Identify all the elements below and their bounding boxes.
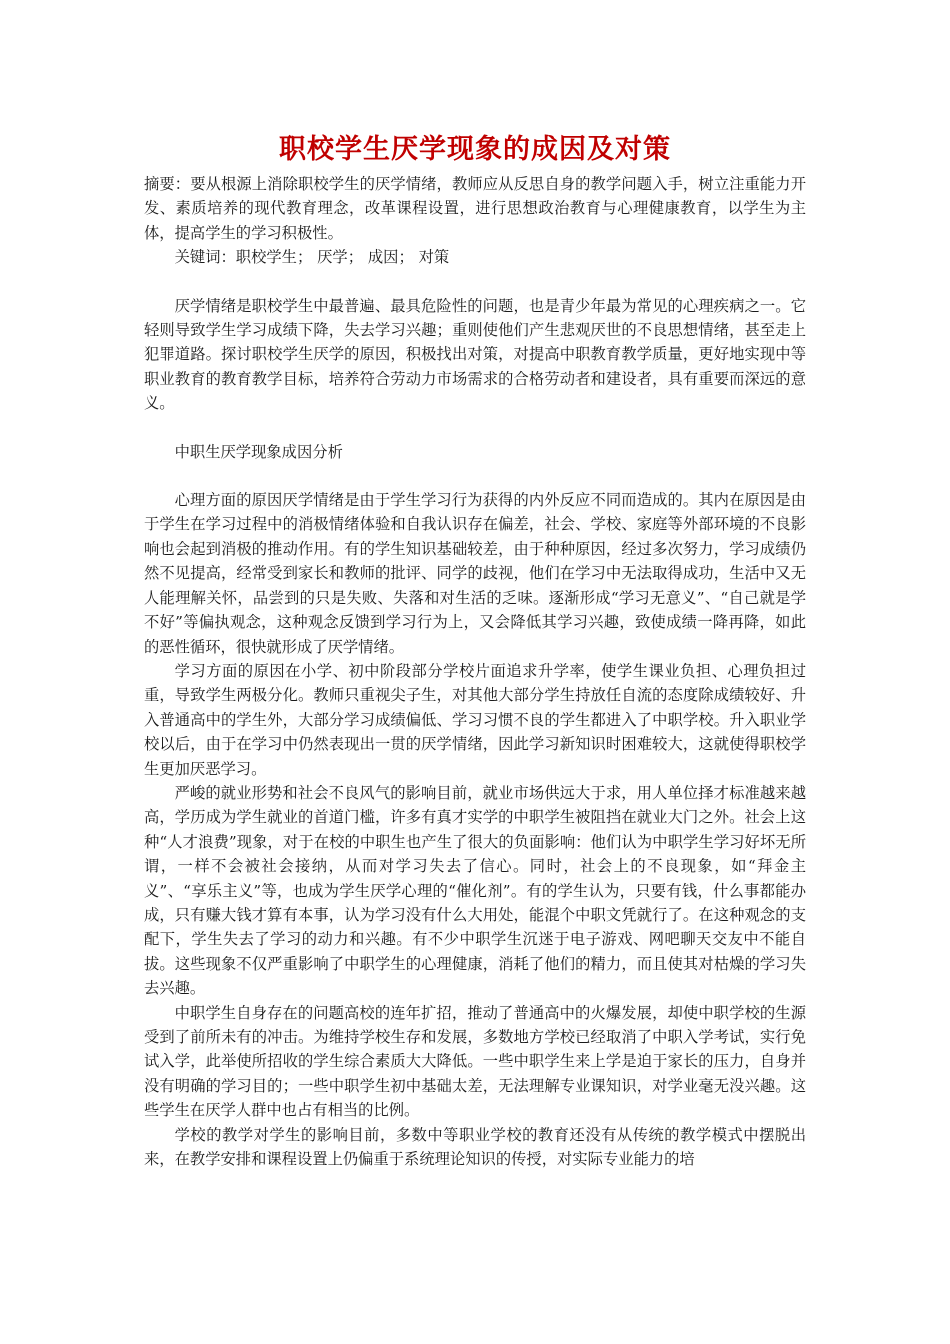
spacer [144,416,806,440]
document-title: 职校学生厌学现象的成因及对策 [279,134,671,165]
body-paragraph: 学校的教学对学生的影响目前，多数中等职业学校的教育还没有从传统的教学模式中摆脱出来，在教学安排和课程设置上仍偏重于系统理论知识的传授，对实际专业能力的培 [144,1125,806,1169]
abstract-paragraph: 摘要：要从根源上消除职校学生的厌学情绪，教师应从反思自身的教学问题入手，树立注重能力开发、素质培养的现代教育理念，改革课程设置，进行思想政治教育与心理健康教育，以学生为主体，提高学生的学习积极性。 [144,175,806,242]
body-paragraph: 严峻的就业形势和社会不良风气的影响目前，就业市场供远大于求，用人单位择才标准越来越高，学历成为学生就业的首道门槛，许多有真才实学的中职学生被阻挡在就业大门之外。社会上这种“人才浪费”现象，对于在校的中职生也产生了很大的负面影响：他们认为中职学生学习好坏无所谓，一样不会被社会接纳，从而对学习失去了信心。同时，社会上的不良现象，如“拜金主义”、“享乐主义”等，也成为学生厌学心理的“催化剂”。有的学生认为，只要有钱，什么事都能办成，只有赚大钱才算有本事，认为学习没有什么大用处，能混个中职文凭就行了。在这种观念的支配下，学生失去了学习的动力和兴趣。有不少中职学生沉迷于电子游戏、网吧聊天交友中不能自拔。这些现象不仅严重影响了中职学生的心理健康，消耗了他们的精力，而且使其对枯燥的学习失去兴趣。 [144,783,806,998]
keywords-line: 关键词：职校学生； 厌学； 成因； 对策 [174,248,450,267]
body-paragraph: 心理方面的原因厌学情绪是由于学生学习行为获得的内外反应不同而造成的。其内在原因是由于学生在学习过程中的消极情绪体验和自我认识存在偏差，社会、学校、家庭等外部环境的不良影响也会起到消极的推动作用。有的学生知识基础较差，由于种种原因，经过多次努力，学习成绩仍然不见提高，经常受到家长和教师的批评、同学的歧视，他们在学习中无法取得成功，生活中又无人能理解关怀，品尝到的只是失败、失落和对生活的乏味。逐渐形成“学习无意义”、“自己就是学不好”等偏执观念，这种观念反馈到学习行为上，又会降低其学习兴趣，致使成绩一降再降，如此的恶性循环，很快就形成了厌学情绪。 [144,491,806,656]
spacer [144,270,806,294]
intro-paragraph: 厌学情绪是职校学生中最普遍、最具危险性的问题，也是青少年最为常见的心理疾病之一。它轻则导致学生学习成绩下降，失去学习兴趣；重则使他们产生悲观厌世的不良思想情绪，甚至走上犯罪道路。探讨职校学生厌学的原因，积极找出对策，对提高中职教育教学质量，更好地实现中等职业教育的教育教学目标，培养符合劳动力市场需求的合格劳动者和建设者，具有重要而深远的意义。 [144,296,806,413]
body-paragraph: 中职学生自身存在的问题高校的连年扩招，推动了普通高中的火爆发展，却使中职学校的生源受到了前所未有的冲击。为维持学校生存和发展，多数地方学校已经取消了中职入学考试，实行免试入学，此举使所招收的学生综合素质大大降低。一些中职学生来上学是迫于家长的压力，自身并没有明确的学习目的；一些中职学生初中基础太差，无法理解专业课知识，对学业毫无没兴趣。这些学生在厌学人群中也占有相当的比例。 [144,1003,806,1120]
section-heading: 中职生厌学现象成因分析 [174,442,343,461]
body-paragraph: 学习方面的原因在小学、初中阶段部分学校片面追求升学率，使学生课业负担、心理负担过重，导致学生两极分化。教师只重视尖子生，对其他大部分学生持放任自流的态度除成绩较好、升入普通高中的学生外，大部分学习成绩偏低、学习习惯不良的学生都进入了中职学校。升入职业学校以后，由于在学习中仍然表现出一贯的厌学情绪，因此学习新知识时困难较大，这就使得职校学生更加厌恶学习。 [144,661,806,778]
spacer [144,464,806,488]
document-page [144,130,806,1171]
